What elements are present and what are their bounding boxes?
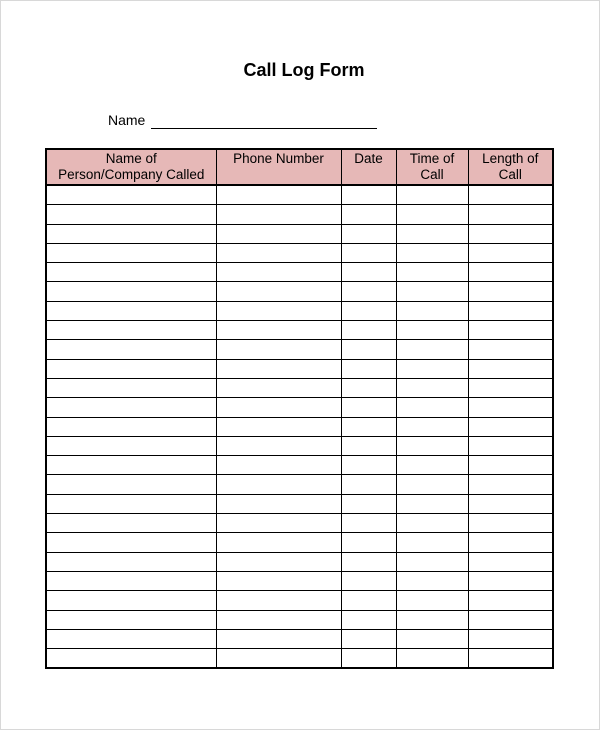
table-cell[interactable] (468, 552, 553, 571)
table-row (46, 552, 553, 571)
table-cell[interactable] (341, 282, 396, 301)
table-cell[interactable] (46, 494, 216, 513)
table-cell[interactable] (396, 301, 468, 320)
table-cell[interactable] (216, 456, 341, 475)
table-cell[interactable] (216, 649, 341, 669)
table-cell[interactable] (396, 359, 468, 378)
table-cell[interactable] (216, 205, 341, 224)
table-row (46, 475, 553, 494)
table-row (46, 282, 553, 301)
table-cell[interactable] (341, 224, 396, 243)
table-cell[interactable] (216, 398, 341, 417)
table-cell[interactable] (396, 533, 468, 552)
table-row (46, 398, 553, 417)
table-cell[interactable] (341, 475, 396, 494)
table-cell[interactable] (341, 514, 396, 533)
table-cell[interactable] (216, 436, 341, 455)
table-cell[interactable] (46, 321, 216, 340)
table-cell[interactable] (396, 321, 468, 340)
table-cell[interactable] (216, 552, 341, 571)
table-row (46, 610, 553, 629)
column-header-time-line1: Time of (409, 151, 455, 166)
table-cell[interactable] (341, 263, 396, 282)
table-cell[interactable] (468, 282, 553, 301)
column-header-name (46, 149, 216, 185)
column-header-length (468, 149, 553, 185)
column-header-time-line2: Call (420, 167, 444, 182)
table-row (46, 263, 553, 282)
table-cell[interactable] (341, 301, 396, 320)
table-cell[interactable] (468, 494, 553, 513)
table-cell[interactable] (468, 224, 553, 243)
table-row (46, 417, 553, 436)
table-cell[interactable] (468, 398, 553, 417)
table-cell[interactable] (46, 359, 216, 378)
table-cell[interactable] (396, 185, 468, 205)
table-cell[interactable] (468, 263, 553, 282)
name-field-row (108, 111, 377, 129)
table-cell[interactable] (216, 340, 341, 359)
table-cell[interactable] (341, 417, 396, 436)
table-row (46, 591, 553, 610)
table-cell[interactable] (396, 417, 468, 436)
column-header-name-line2: Person/Company Called (58, 167, 205, 182)
table-cell[interactable] (468, 301, 553, 320)
table-cell[interactable] (341, 398, 396, 417)
table-row (46, 629, 553, 648)
table-cell[interactable] (46, 571, 216, 590)
table-cell[interactable] (396, 571, 468, 590)
table-cell[interactable] (46, 649, 216, 669)
table-cell[interactable] (46, 301, 216, 320)
column-header-time (396, 149, 468, 185)
table-cell[interactable] (396, 514, 468, 533)
table-row (46, 533, 553, 552)
table-cell[interactable] (396, 378, 468, 397)
table-row (46, 649, 553, 669)
name-input-line[interactable] (151, 112, 377, 129)
table-cell[interactable] (396, 591, 468, 610)
table-cell[interactable] (46, 610, 216, 629)
table-cell[interactable] (468, 629, 553, 648)
table-cell[interactable] (216, 185, 341, 205)
table-row (46, 205, 553, 224)
table-cell[interactable] (341, 243, 396, 262)
table-cell[interactable] (46, 263, 216, 282)
table-cell[interactable] (46, 533, 216, 552)
table-cell[interactable] (216, 321, 341, 340)
call-log-table (45, 148, 554, 669)
table-cell[interactable] (396, 436, 468, 455)
table-cell[interactable] (341, 610, 396, 629)
table-cell[interactable] (341, 494, 396, 513)
table-cell[interactable] (468, 321, 553, 340)
table-cell[interactable] (468, 514, 553, 533)
column-header-name-line1: Name of (105, 151, 157, 166)
table-cell[interactable] (396, 475, 468, 494)
table-cell[interactable] (46, 552, 216, 571)
table-row (46, 571, 553, 590)
column-header-date (341, 149, 396, 185)
table-cell[interactable] (468, 649, 553, 669)
table-row (46, 224, 553, 243)
table-cell[interactable] (46, 205, 216, 224)
name-label: Name (108, 112, 146, 128)
table-cell[interactable] (216, 263, 341, 282)
table-cell[interactable] (396, 649, 468, 669)
table-row (46, 514, 553, 533)
table-cell[interactable] (216, 610, 341, 629)
table-cell[interactable] (341, 436, 396, 455)
table-cell[interactable] (46, 456, 216, 475)
table-cell[interactable] (216, 301, 341, 320)
table-cell[interactable] (468, 456, 553, 475)
table-cell[interactable] (46, 591, 216, 610)
table-cell[interactable] (46, 475, 216, 494)
column-header-length-line1: Length of (482, 151, 539, 166)
form-title: Call Log Form (243, 60, 365, 80)
table-cell[interactable] (396, 263, 468, 282)
table-cell[interactable] (46, 436, 216, 455)
table-cell[interactable] (46, 417, 216, 436)
table-cell[interactable] (341, 321, 396, 340)
table-row (46, 436, 553, 455)
table-cell[interactable] (468, 610, 553, 629)
table-cell[interactable] (216, 359, 341, 378)
table-row (46, 243, 553, 262)
table-cell[interactable] (46, 629, 216, 648)
table-cell[interactable] (46, 282, 216, 301)
table-row (46, 359, 553, 378)
table-cell[interactable] (216, 243, 341, 262)
table-cell[interactable] (468, 417, 553, 436)
table-cell[interactable] (341, 591, 396, 610)
table-cell[interactable] (396, 398, 468, 417)
table-row (46, 321, 553, 340)
table-cell[interactable] (468, 475, 553, 494)
table-cell[interactable] (46, 398, 216, 417)
header-row (46, 149, 553, 185)
table-cell[interactable] (216, 378, 341, 397)
table-cell[interactable] (468, 243, 553, 262)
table-cell[interactable] (216, 629, 341, 648)
table-cell[interactable] (216, 533, 341, 552)
table-cell[interactable] (216, 571, 341, 590)
table-cell[interactable] (468, 436, 553, 455)
table-cell[interactable] (46, 378, 216, 397)
table-cell[interactable] (468, 340, 553, 359)
table-row (46, 185, 553, 205)
table-cell[interactable] (46, 224, 216, 243)
table-cell[interactable] (396, 340, 468, 359)
column-header-length-line2: Call (498, 167, 522, 182)
table-cell[interactable] (341, 533, 396, 552)
column-header-phone-line1: Phone Number (233, 151, 324, 166)
table-cell[interactable] (216, 224, 341, 243)
table-cell[interactable] (216, 514, 341, 533)
table-row (46, 301, 553, 320)
column-header-phone (216, 149, 341, 185)
table-cell[interactable] (341, 629, 396, 648)
table-cell[interactable] (341, 552, 396, 571)
table-cell[interactable] (396, 494, 468, 513)
table-cell[interactable] (396, 552, 468, 571)
table-cell[interactable] (468, 533, 553, 552)
table-row (46, 378, 553, 397)
table-cell[interactable] (216, 417, 341, 436)
table-cell[interactable] (396, 629, 468, 648)
table-cell[interactable] (341, 205, 396, 224)
table-cell[interactable] (216, 282, 341, 301)
call-log-body (46, 185, 553, 668)
column-header-date-line1: Date (354, 151, 383, 166)
table-cell[interactable] (341, 571, 396, 590)
table-cell[interactable] (468, 185, 553, 205)
table-cell[interactable] (396, 205, 468, 224)
table-cell[interactable] (396, 224, 468, 243)
table-cell[interactable] (396, 282, 468, 301)
table-cell[interactable] (46, 243, 216, 262)
table-cell[interactable] (341, 456, 396, 475)
table-cell[interactable] (341, 359, 396, 378)
table-cell[interactable] (341, 378, 396, 397)
table-cell[interactable] (341, 649, 396, 669)
table-cell[interactable] (216, 475, 341, 494)
table-cell[interactable] (46, 185, 216, 205)
table-cell[interactable] (396, 243, 468, 262)
table-cell[interactable] (396, 456, 468, 475)
table-cell[interactable] (341, 340, 396, 359)
table-cell[interactable] (468, 378, 553, 397)
table-row (46, 456, 553, 475)
table-row (46, 494, 553, 513)
table-cell[interactable] (468, 591, 553, 610)
table-cell[interactable] (216, 591, 341, 610)
table-row (46, 340, 553, 359)
table-cell[interactable] (46, 514, 216, 533)
table-cell[interactable] (468, 205, 553, 224)
table-cell[interactable] (341, 185, 396, 205)
table-cell[interactable] (396, 610, 468, 629)
table-cell[interactable] (468, 359, 553, 378)
table-cell[interactable] (468, 571, 553, 590)
table-cell[interactable] (46, 340, 216, 359)
table-cell[interactable] (216, 494, 341, 513)
